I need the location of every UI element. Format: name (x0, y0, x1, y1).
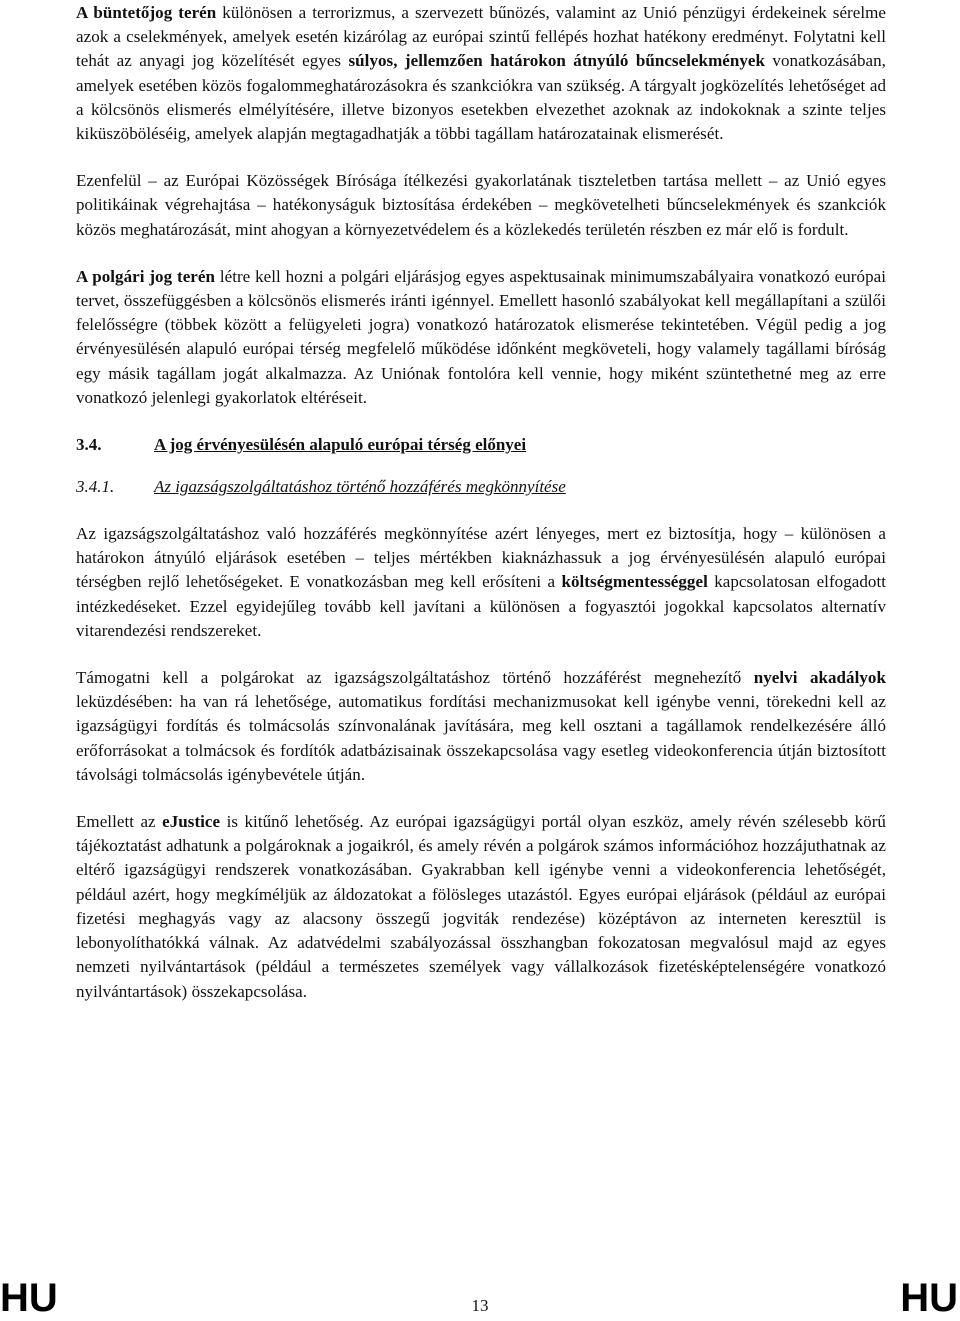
paragraph-access-to-justice (76, 522, 886, 643)
paragraph-text: leküzdésében: ha van rá lehetősége, automatikus fordítási mechanizmusokat kell igénybe venni, törekedni kell az igazságügyi fordítás és tolmácsolás színvonalának javítására, meg kell osztani a tagállamok rendelkezésére álló erőforrásokat a tolmácsok és fordítók adatbázisainak összekapcsolása vagy esetleg videokonferencia útján biztosított távolsági tolmácsolás igénybevétele útján. (76, 692, 886, 784)
section-title: A jog érvényesülésén alapuló európai térség előnyei (154, 435, 527, 455)
paragraph-text: kapcsolatosan elfogadott intézkedéseket. Ezzel egyidejűleg tovább kell javítani a különösen a fogyasztói jogokkal kapcsolatos alternatív vitarendezési rendszereket. (76, 572, 887, 640)
bold-phrase: nyelvi akadályok (753, 668, 886, 688)
footer-language-left: HU (0, 1276, 58, 1320)
subsection-number: 3.4.1. (76, 477, 115, 497)
paragraph-text: különösen a terrorizmus, a szervezett bűnözés, valamint az Unió pénzügyi érdekeinek sérelme azok a cselekmények, amelyek esetén kizárólag az európai szintű fellépés hozhat hatékony eredményt. Folytatni kell tehát az anyagi jog közelítését egyes (76, 3, 887, 71)
page-number: 13 (471, 1296, 489, 1315)
subsection-title: Az igazságszolgáltatáshoz történő hozzáférés megkönnyítése (154, 477, 566, 497)
paragraph-language-barriers (76, 666, 886, 787)
paragraph-text: létre kell hozni a polgári eljárásjog egyes aspektusainak minimumszabályaira vonatkozó európai tervet, összefüggésben a kölcsönös elismerés iránti igénnyel. Emellett hasonló szabályokat kell megállapítani a szülői felelősségre (többek között a felügyeleti jogra) vonatkozó határozatok elismerése tekintetében. Végül pedig a jog érvényesülésén alapuló európai térség megfelelő működése időnként megköveteli, hogy valamely tagállami bíróság egy másik tagállam jogát alkalmazza. Az Uniónak fontolóra kell vennie, hogy miként szüntethetné meg az erre vonatkozó jelenlegi gyakorlatok eltéréseit. (76, 266, 886, 407)
paragraph-text: Az igazságszolgáltatáshoz való hozzáférés megkönnyítése azért lényeges, mert ez biztosítja, hogy – különösen a határokon átnyúló eljárások esetében – teljes mértékben kiaknázhassuk a jog érvényesülésén alapuló európai térségben rejlő lehetőségeket. E vonatkozásban meg kell erősíteni a (76, 524, 886, 592)
document-page (76, 0, 886, 1004)
paragraph-text: is kitűnő lehetőség. Az európai igazságügyi portál olyan eszköz, amely révén szélesebb körű tájékoztatást adhatunk a polgároknak a jogaikról, és amely révén a polgárok számos információhoz hozzájuthatnak az eltérő igazságügyi rendszerek vonatkozásában. Gyakrabban kell igénybe venni a videokonferencia lehetőségét, például azért, hogy megkíméljük az áldozatokat a fölösleges utazástól. Egyes európai eljárások (például az európai fizetési meghagyás vagy az alacsony összegű jogviták rendezése) középtávon az interneten keresztül is lebonyolíthatókká válnak. Az adatvédelmi szabályozással összhangban fokozatosan megvalósul majd az egyes nemzeti nyilvántartások (például a természetes személyek vagy vállalkozások fizetésképtelenségére vonatkozó nyilvántartások) összekapcsolása. (76, 812, 886, 1001)
bold-phrase: költségmentességgel (561, 572, 708, 592)
paragraph-civil-law (76, 265, 886, 410)
section-number: 3.4. (76, 435, 102, 455)
paragraph-ejustice (76, 810, 886, 1004)
paragraph-text: Támogatni kell a polgárokat az igazságszolgáltatáshoz történő hozzáférést megnehezítő (76, 668, 754, 688)
subsection-heading (76, 475, 886, 499)
section-heading (76, 433, 886, 457)
bold-phrase: A polgári jog terén (76, 266, 215, 286)
bold-phrase: eJustice (162, 812, 221, 832)
paragraph-community-court: Ezenfelül – az Európai Közösségek Bírósága ítélkezési gyakorlatának tiszteletben tartása mellett – az Unió egyes politikáinak végrehajtása – hatékonyságuk biztosítása érdekében – megkövetelheti bűncselekmények és szankciók közös meghatározását, mint ahogyan a környezetvédelem és a közlekedés területén részben ez már elő is fordult. (76, 171, 886, 239)
paragraph-text: vonatkozásában, amelyek esetében közös fogalommeghatározásokra és szankciókra van szükség. A tárgyalt jogközelítés lehetőséget ad a kölcsönös elismerés elmélyítésére, illetve bizonyos esetekben elvezethet azoknak az indokoknak a szinte teljes kiküszöböléséig, amelyek alapján megtagadhatják a többi tagállam határozatainak elismerését. (76, 51, 886, 144)
bold-phrase: súlyos, jellemzően határokon átnyúló bűncselekmények (348, 51, 766, 71)
paragraph-text: Emellett az (76, 812, 163, 832)
footer-language-right: HU (900, 1276, 958, 1320)
paragraph-criminal-law (76, 1, 886, 146)
bold-phrase: A büntetőjog terén (76, 3, 217, 22)
